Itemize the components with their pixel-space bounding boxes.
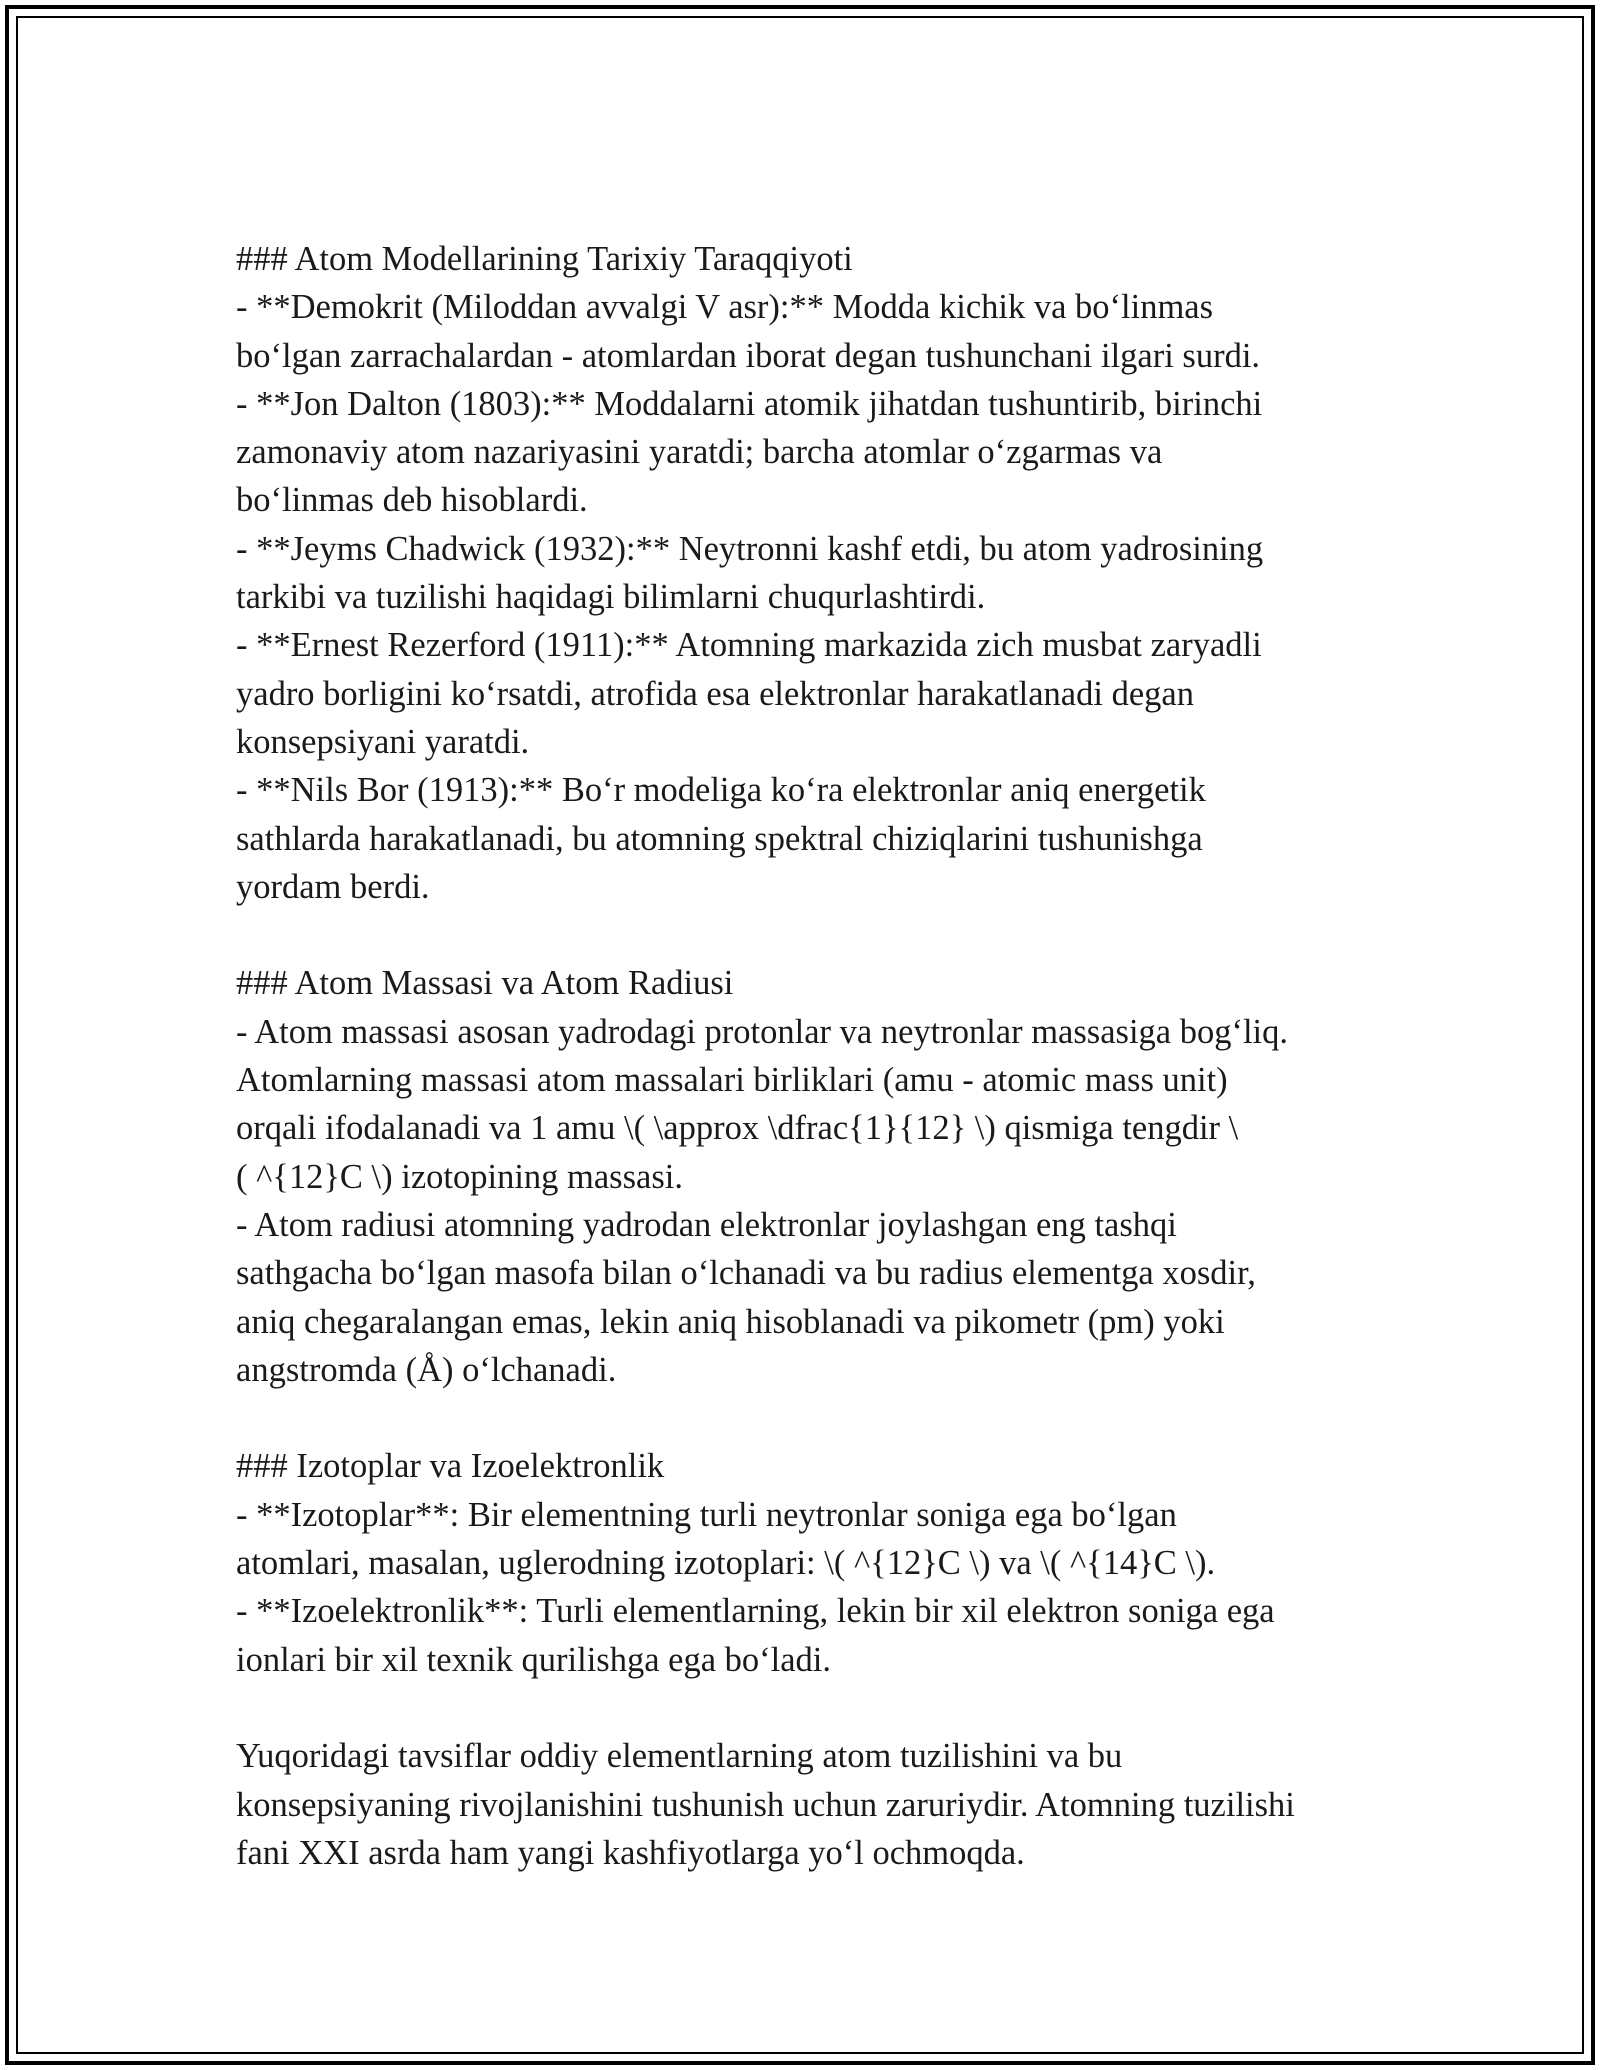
text-line: - **Jon Dalton (1803):** Moddalarni atomik jihatdan tushuntirib, birinchi xyxy=(236,384,1263,423)
paragraph-spacer xyxy=(236,911,1386,959)
paragraph-spacer xyxy=(236,1394,1386,1442)
text-line: tarkibi va tuzilishi haqidagi bilimlarni chuqurlashtirdi. xyxy=(236,578,986,617)
document-body xyxy=(236,235,1386,1877)
text-line: konsepsiyaning rivojlanishini tushunish uchun zaruriydir. Atomning tuzilishi xyxy=(236,1785,1295,1824)
text-line: orqali ifodalanadi va 1 amu \( \approx \dfrac{1}{12} \) qismiga tengdir \ xyxy=(236,1109,1239,1148)
section-heading: ### Atom Massasi va Atom Radiusi xyxy=(236,964,734,1003)
text-line: - **Nils Bor (1913):** Bo‘r modeliga ko‘ra elektronlar aniq energetik xyxy=(236,771,1206,810)
text-line: - **Demokrit (Miloddan avvalgi V asr):** Modda kichik va bo‘linmas xyxy=(236,288,1214,327)
text-line: zamonaviy atom nazariyasini yaratdi; barcha atomlar o‘zgarmas va xyxy=(236,433,1163,472)
text-line: konsepsiyani yaratdi. xyxy=(236,722,530,761)
text-line: ( ^{12}C \) izotopining massasi. xyxy=(236,1157,683,1196)
text-line: - **Jeyms Chadwick (1932):** Neytronni kashf etdi, bu atom yadrosining xyxy=(236,529,1264,568)
section-isotopes-isoelectronic xyxy=(236,1442,1386,1683)
section-atom-mass-radius xyxy=(236,959,1386,1394)
text-line: - **Izoelektronlik**: Turli elementlarning, lekin bir xil elektron soniga ega xyxy=(236,1592,1275,1631)
text-line: ionlari bir xil texnik qurilishga ega bo‘ladi. xyxy=(236,1640,831,1679)
text-line: fani XXI asrda ham yangi kashfiyotlarga yo‘l ochmoqda. xyxy=(236,1833,1025,1872)
paragraph-spacer xyxy=(236,1684,1386,1732)
section-atom-models-history xyxy=(236,235,1386,911)
text-line: - Atom massasi asosan yadrodagi protonlar va neytronlar massasiga bog‘liq. xyxy=(236,1012,1289,1051)
text-line: - Atom radiusi atomning yadrodan elektronlar joylashgan eng tashqi xyxy=(236,1205,1177,1244)
text-line: atomlari, masalan, uglerodning izotoplari: \( ^{12}C \) va \( ^{14}C \). xyxy=(236,1544,1216,1583)
section-heading: ### Izotoplar va Izoelektronlik xyxy=(236,1447,665,1486)
text-line: yordam berdi. xyxy=(236,867,430,906)
text-line: sathlarda harakatlanadi, bu atomning spektral chiziqlarini tushunishga xyxy=(236,819,1203,858)
section-heading: ### Atom Modellarining Tarixiy Taraqqiyoti xyxy=(236,240,853,278)
text-line: yadro borligini ko‘rsatdi, atrofida esa elektronlar harakatlanadi degan xyxy=(236,674,1194,713)
text-line: sathgacha bo‘lgan masofa bilan o‘lchanadi va bu radius elementga xosdir, xyxy=(236,1254,1256,1293)
text-line: Atomlarning massasi atom massalari birliklari (amu - atomic mass unit) xyxy=(236,1061,1228,1100)
text-line: bo‘lgan zarrachalardan - atomlardan iborat degan tushunchani ilgari surdi. xyxy=(236,336,1261,375)
text-line: - **Ernest Rezerford (1911):** Atomning markazida zich musbat zaryadli xyxy=(236,626,1262,665)
text-line: Yuqoridagi tavsiflar oddiy elementlarning atom tuzilishini va bu xyxy=(236,1737,1123,1776)
text-line: aniq chegaralangan emas, lekin aniq hisoblanadi va pikometr (pm) yoki xyxy=(236,1302,1225,1341)
text-line: angstromda (Å) o‘lchanadi. xyxy=(236,1350,617,1389)
text-line: bo‘linmas deb hisoblardi. xyxy=(236,481,588,520)
conclusion-paragraph xyxy=(236,1732,1386,1877)
text-line: - **Izotoplar**: Bir elementning turli neytronlar soniga ega bo‘lgan xyxy=(236,1495,1177,1534)
